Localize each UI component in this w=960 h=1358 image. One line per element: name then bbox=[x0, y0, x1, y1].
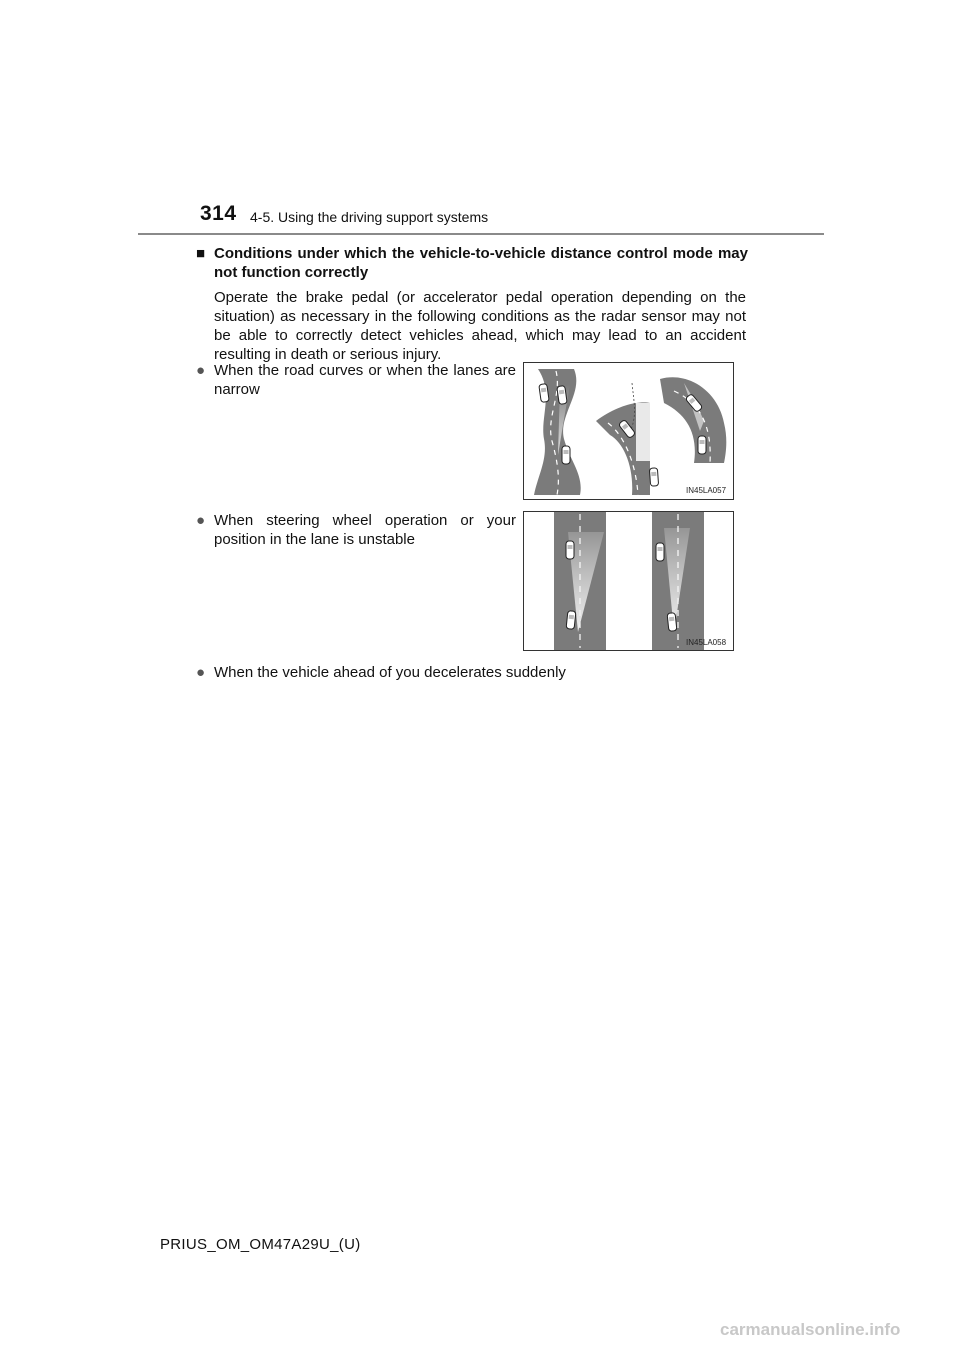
figure-code: IN45LA058 bbox=[686, 638, 727, 647]
car-icon bbox=[566, 611, 576, 630]
car-icon bbox=[698, 436, 706, 454]
section-heading-text: Conditions under which the vehicle-to-vehicle distance control mode may not function correctly bbox=[214, 245, 748, 281]
car-icon bbox=[649, 468, 658, 487]
curved-road-right bbox=[660, 377, 726, 463]
bullet-item bbox=[196, 361, 516, 399]
car-icon bbox=[562, 446, 570, 464]
curved-roads-illustration bbox=[523, 362, 734, 500]
section-title: 4-5. Using the driving support systems bbox=[250, 209, 489, 225]
car-icon bbox=[566, 541, 574, 559]
bullet-text: When the road curves or when the lanes are narrow bbox=[214, 362, 516, 398]
figure-code: IN45LA057 bbox=[686, 486, 727, 495]
square-bullet-icon: ■ bbox=[196, 245, 206, 262]
car-icon bbox=[667, 613, 677, 632]
header-rule bbox=[138, 233, 824, 235]
circle-bullet-icon: ● bbox=[196, 512, 206, 529]
bullet-item bbox=[196, 663, 696, 682]
intro-paragraph: Operate the brake pedal (or accelerator pedal operation depending on the situation) as necessary in the following conditions as the radar sensor may not be able to correctly detect vehicles ahead, which may lead to an accident resulting in death or serious injury. bbox=[214, 289, 746, 363]
watermark[interactable]: carmanualsonline.info bbox=[720, 1320, 901, 1339]
circle-bullet-icon: ● bbox=[196, 664, 206, 681]
circle-bullet-icon: ● bbox=[196, 362, 206, 379]
bullet-text: When the vehicle ahead of you decelerates suddenly bbox=[214, 664, 566, 681]
unstable-position-illustration bbox=[523, 511, 734, 651]
car-icon bbox=[656, 543, 664, 561]
page-number: 314 bbox=[200, 202, 237, 225]
bullet-item bbox=[196, 511, 516, 549]
bullet-text: When steering wheel operation or your position in the lane is unstable bbox=[214, 512, 516, 548]
document-footer: PRIUS_OM_OM47A29U_(U) bbox=[160, 1236, 361, 1253]
section-heading bbox=[196, 244, 748, 282]
